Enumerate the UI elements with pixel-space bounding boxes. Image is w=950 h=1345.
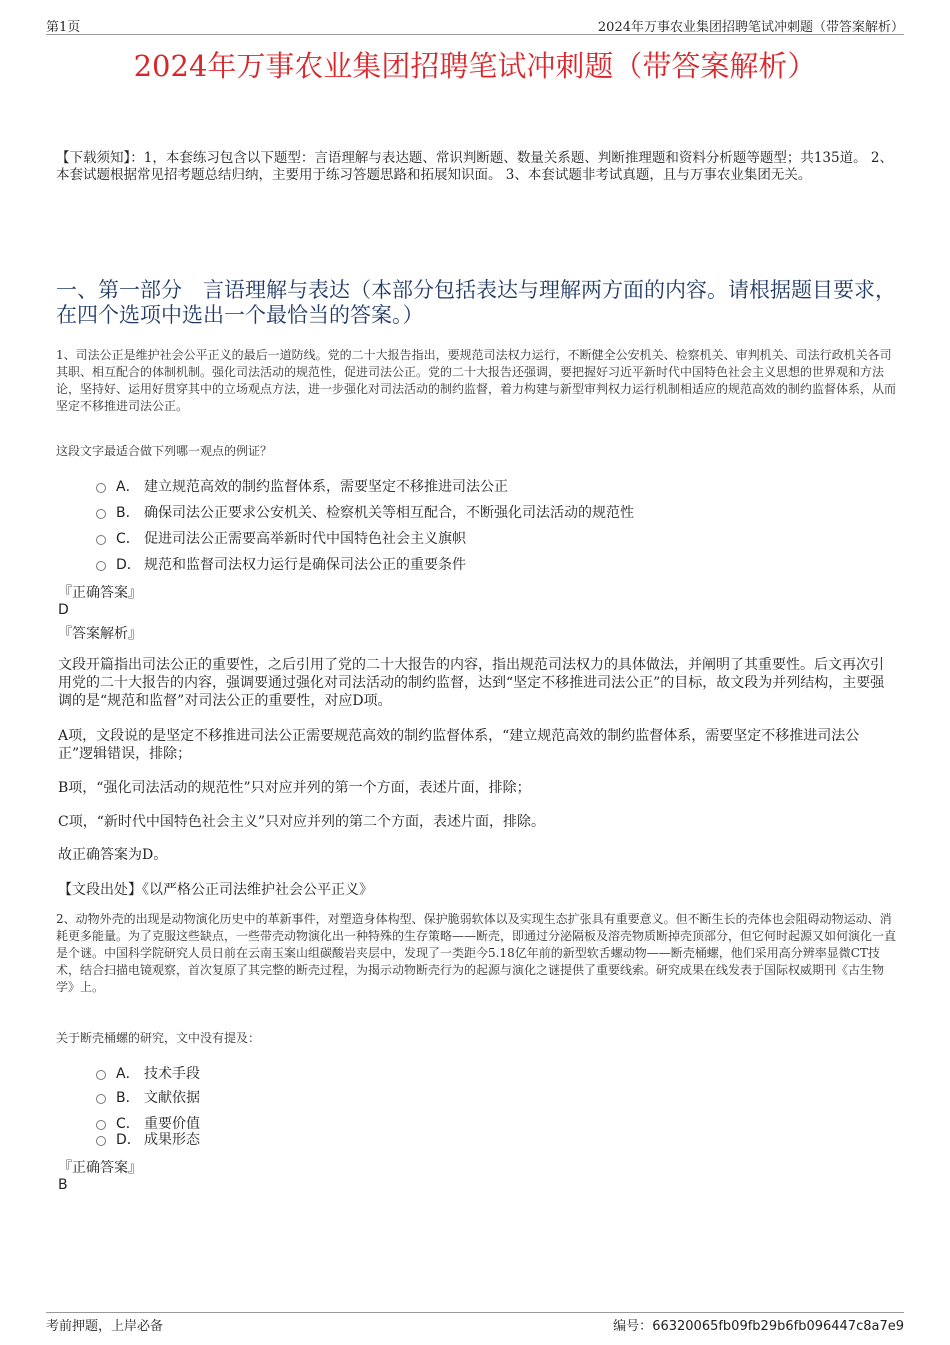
question-1-option-b[interactable]: B． 确保司法公正要求公安机关、检察机关等相互配合，不断强化司法活动的规范性	[96, 503, 634, 521]
radio-button[interactable]	[96, 509, 106, 519]
question-2-option-d[interactable]: D． 成果形态	[96, 1130, 200, 1148]
question-2-option-a[interactable]: A． 技术手段	[96, 1064, 200, 1082]
question-1-prompt: 这段文字最适合做下列哪一观点的例证？	[56, 444, 273, 458]
footer-code: 编号：66320065fb09fb29b6fb096447c8a7e9	[613, 1319, 904, 1334]
analysis-paragraph: 文段开篇指出司法公正的重要性，之后引用了党的二十大报告的内容，指出规范司法权力的具体做法，并阐明了其重要性。后文再次引用党的二十大报告的内容，强调要通过强化对司法活动的制约监督，达到“坚定不移推进司法公正”的目标，故文段为并列结构，主要强调的是“规范和监督”对司法公正的重要性，对应D项。	[58, 657, 885, 709]
header-doc-title: 2024年万事农业集团招聘笔试冲刺题（带答案解析）	[597, 20, 904, 35]
radio-button[interactable]	[96, 1136, 106, 1146]
download-notice: 【下载须知】：1，本套练习包含以下题型：言语理解与表达题、常识判断题、数量关系题、判断推理题和资料分析题等题型；共135道。 2、本套试题根据常见招考题总结归纳，主要用于练习答题思路和拓展知识面。 3、本套试题非考试真题，且与万事农业集团无关。	[56, 150, 893, 183]
question-2-option-b[interactable]: B． 文献依据	[96, 1088, 200, 1106]
page-footer	[46, 1312, 904, 1335]
question-1-option-a[interactable]: A． 建立规范高效的制约监督体系，需要坚定不移推进司法公正	[96, 477, 508, 495]
question-2-answer: B	[58, 1177, 68, 1193]
radio-button[interactable]	[96, 1120, 106, 1130]
question-1-option-c[interactable]: C． 促进司法公正需要高举新时代中国特色社会主义旗帜	[96, 529, 466, 547]
question-2-option-c[interactable]: C． 重要价值	[96, 1114, 200, 1132]
question-2-answer-label: 『正确答案』	[58, 1160, 142, 1176]
analysis-paragraph: B项，“强化司法活动的规范性”只对应并列的第一个方面，表述片面，排除；	[58, 780, 531, 796]
document-title: 2024年万事农业集团招聘笔试冲刺题（带答案解析）	[133, 49, 817, 83]
question-1-option-d[interactable]: D． 规范和监督司法权力运行是确保司法公正的重要条件	[96, 555, 466, 573]
radio-button[interactable]	[96, 1094, 106, 1104]
analysis-paragraph: C项，“新时代中国特色社会主义”只对应并列的第二个方面，表述片面，排除。	[58, 814, 546, 830]
footer-slogan: 考前押题，上岸必备	[46, 1319, 164, 1334]
analysis-paragraph: A项，文段说的是坚定不移推进司法公正需要规范高效的制约监督体系，“建立规范高效的制约监督体系，需要坚定不移推进司法公正”逻辑错误，排除；	[58, 728, 860, 762]
radio-button[interactable]	[96, 1070, 106, 1080]
analysis-paragraph: 故正确答案为D。	[58, 847, 168, 863]
radio-button[interactable]	[96, 535, 106, 545]
question-1-answer-label: 『正确答案』	[58, 585, 142, 601]
section-title: 一、第一部分 言语理解与表达（本部分包括表达与理解两方面的内容。请根据题目要求，在四个选项中选出一个最恰当的答案。）	[56, 278, 896, 327]
page-header	[46, 14, 904, 35]
question-1-source: 【文段出处】《以严格公正司法维护社会公平正义》	[58, 882, 373, 898]
page-number: 第1页	[46, 20, 81, 35]
question-1-answer: D	[58, 602, 69, 618]
radio-button[interactable]	[96, 483, 106, 493]
question-2-prompt: 关于断壳桶螺的研究，文中没有提及：	[56, 1031, 261, 1045]
question-1-analysis-label: 『答案解析』	[58, 626, 142, 642]
question-1-stem: 1、司法公正是维护社会公平正义的最后一道防线。党的二十大报告指出，要规范司法权力运行，不断健全公安机关、检察机关、审判机关、司法行政机关各司其职、相互配合的体制机制。强化司法活动的规范性，促进司法公正。党的二十大报告还强调，要把握好习近平新时代中国特色社会主义思想的世界观和方法论，坚持好、运用好贯穿其中的立场观点方法，进一步强化对司法活动的制约监督，着力构建与新型审判权力运行机制相适应的规范高效的制约监督体系，从而坚定不移推进司法公正。	[56, 348, 897, 413]
radio-button[interactable]	[96, 561, 106, 571]
question-2-stem: 2、动物外壳的出现是动物演化历史中的革新事件，对塑造身体构型、保护脆弱软体以及实现生态扩张具有重要意义。但不断生长的壳体也会阻碍动物运动、消耗更多能量。为了克服这些缺点，一些带壳动物演化出一种特殊的生存策略——断壳，即通过分泌隔板及溶壳物质断掉壳顶部分，但它何时起源又如何演化一直是个谜。中国科学院研究人员日前在云南玉案山组碳酸岩夹层中，发现了一类距今5.18亿年前的新型软舌螺动物——断壳桶螺，他们采用高分辨率显微CT技术，结合扫描电镜观察，首次复原了其完整的断壳过程，为揭示动物断壳行为的起源与演化之谜提供了重要线索。研究成果在线发表于国际权威期刊《古生物学》上。	[56, 912, 897, 994]
